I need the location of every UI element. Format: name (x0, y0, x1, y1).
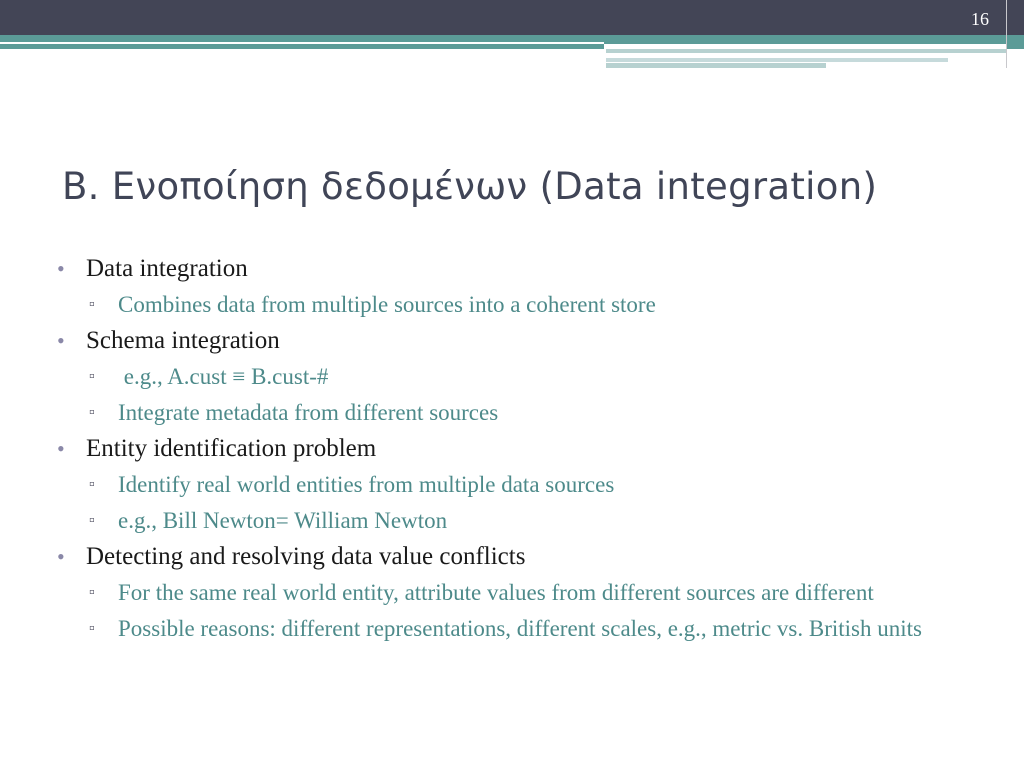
sub-bullet-text: Possible reasons: different representations, different scales, e.g., metric vs. British units (118, 616, 922, 641)
header-decor-stripe-3 (606, 63, 826, 68)
sub-bullet-item (57, 397, 957, 429)
bullet-icon: • (57, 544, 65, 569)
bullet-item (57, 325, 957, 357)
sub-bullet-icon: ▫ (89, 620, 95, 637)
bullet-item (57, 433, 957, 465)
sub-bullet-icon: ▫ (89, 296, 95, 313)
bullet-text: Entity identification problem (86, 435, 377, 462)
sub-bullet-text: Identify real world entities from multiple data sources (118, 472, 615, 497)
bullet-item (57, 541, 957, 573)
slide-number: 16 (971, 9, 989, 29)
sub-bullet-item (57, 361, 957, 393)
sub-bullet-item (57, 289, 957, 321)
sub-bullet-text: For the same real world entity, attribute values from different sources are different (118, 580, 874, 605)
sub-bullet-item (57, 505, 957, 537)
bullet-icon: • (57, 328, 65, 353)
sub-bullet-text: e.g., Bill Newton= William Newton (118, 508, 448, 533)
header-decor-stripe-1 (606, 49, 1006, 53)
bullet-list (57, 253, 957, 649)
sub-bullet-text: e.g., A.cust ≡ B.cust-# (118, 364, 329, 389)
sub-bullet-text: Integrate metadata from different sources (118, 400, 499, 425)
sub-bullet-icon: ▫ (89, 368, 95, 385)
header-accent-line (0, 42, 604, 44)
bullet-icon: • (57, 436, 65, 461)
sub-bullet-item (57, 613, 957, 645)
slide-title: B. Ενοποίηση δεδομένων (Data integration) (62, 165, 878, 208)
bullet-text: Detecting and resolving data value conflicts (86, 543, 526, 570)
sub-bullet-icon: ▫ (89, 476, 95, 493)
bullet-text: Data integration (86, 255, 248, 282)
header-band (0, 0, 1024, 35)
sub-bullet-icon: ▫ (89, 404, 95, 421)
sub-bullet-item (57, 469, 957, 501)
bullet-text: Schema integration (86, 327, 280, 354)
bullet-icon: • (57, 256, 65, 281)
header-divider (1006, 0, 1007, 68)
sub-bullet-text: Combines data from multiple sources into a coherent store (118, 292, 656, 317)
sub-bullet-icon: ▫ (89, 512, 95, 529)
bullet-item (57, 253, 957, 285)
sub-bullet-item (57, 577, 957, 609)
header-decor-stripe-2 (606, 58, 948, 62)
sub-bullet-icon: ▫ (89, 584, 95, 601)
